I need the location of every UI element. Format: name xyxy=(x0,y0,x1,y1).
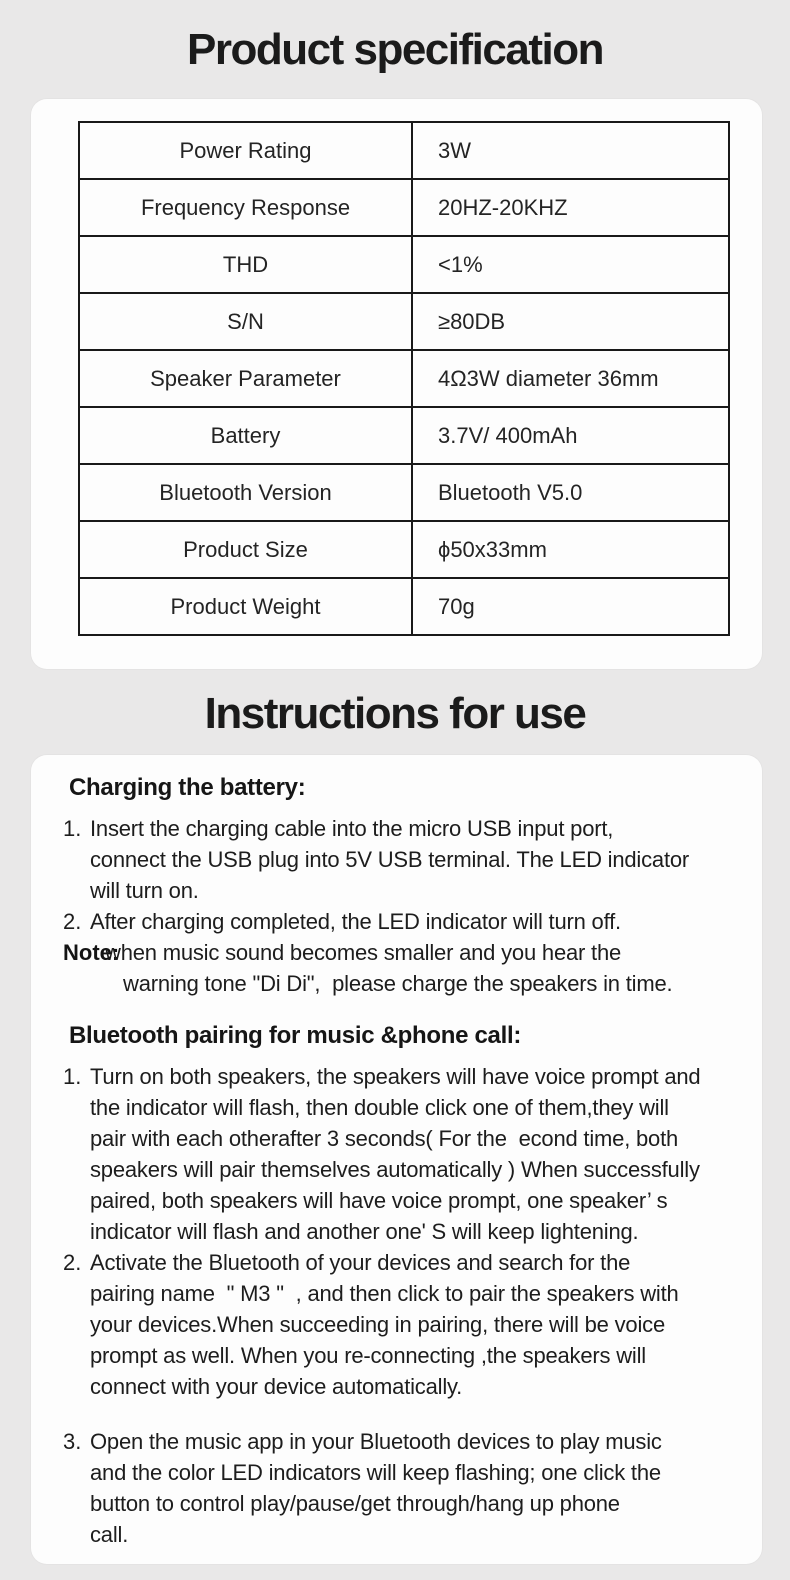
instructions-card xyxy=(31,755,762,1564)
item-line: pairing name " M3 " , and then click to pair the speakers with xyxy=(90,1281,679,1306)
row-label: Power Rating xyxy=(79,122,412,179)
row-value: 3.7V/ 400mAh xyxy=(412,407,729,464)
item-number: 1. xyxy=(63,1064,82,1089)
table-row xyxy=(79,179,729,236)
table-row xyxy=(79,464,729,521)
item-line: speakers will pair themselves automatically ) When successfully xyxy=(90,1157,700,1182)
row-label: Speaker Parameter xyxy=(79,350,412,407)
list-item xyxy=(63,1061,746,1247)
item-line: prompt as well. When you re-connecting ,the speakers will xyxy=(90,1343,646,1368)
item-line: button to control play/pause/get through/hang up phone xyxy=(90,1491,620,1516)
item-text xyxy=(90,1426,746,1550)
item-line: connect with your device automatically. xyxy=(90,1374,463,1399)
item-text xyxy=(90,813,746,906)
note-line: when music sound becomes smaller and you hear the xyxy=(105,940,622,965)
table-row xyxy=(79,236,729,293)
note xyxy=(63,937,746,999)
item-line: paired, both speakers will have voice prompt, one speaker’ s xyxy=(90,1188,668,1213)
item-text xyxy=(90,1061,746,1247)
table-row xyxy=(79,521,729,578)
item-number: 2. xyxy=(63,1250,82,1275)
item-line: After charging completed, the LED indicator will turn off. xyxy=(90,909,621,934)
item-line: will turn on. xyxy=(90,878,199,903)
instructions-title: Instructions for use xyxy=(204,689,586,738)
item-line: pair with each otherafter 3 seconds( For the econd time, both xyxy=(90,1126,679,1151)
section-heading: Charging the battery: xyxy=(69,774,306,801)
row-value: 20HZ-20KHZ xyxy=(412,179,729,236)
table-row xyxy=(79,293,729,350)
row-label: S/N xyxy=(79,293,412,350)
table-row xyxy=(79,578,729,635)
item-number: 2. xyxy=(63,909,82,934)
item-line: call. xyxy=(90,1522,129,1547)
table-row xyxy=(79,350,729,407)
row-value: ϕ50x33mm xyxy=(412,521,729,578)
row-label: Product Weight xyxy=(79,578,412,635)
list-item xyxy=(63,813,746,906)
row-label: Bluetooth Version xyxy=(79,464,412,521)
item-line: Open the music app in your Bluetooth devices to play music xyxy=(90,1429,662,1454)
item-line: your devices.When succeeding in pairing, there will be voice xyxy=(90,1312,665,1337)
section-bluetooth-pairing xyxy=(63,1021,746,1550)
list-item xyxy=(63,906,746,937)
row-value: 4Ω3W diameter 36mm xyxy=(412,350,729,407)
row-value: 70g xyxy=(412,578,729,635)
list-item xyxy=(63,1247,746,1402)
note-label: Note: xyxy=(63,940,120,965)
note-line: warning tone "Di Di", please charge the speakers in time. xyxy=(123,971,673,996)
row-value: Bluetooth V5.0 xyxy=(412,464,729,521)
section-heading: Bluetooth pairing for music &phone call: xyxy=(69,1022,522,1049)
row-label: THD xyxy=(79,236,412,293)
spec-table xyxy=(78,121,730,636)
item-line: and the color LED indicators will keep flashing; one click the xyxy=(90,1460,661,1485)
row-label: Battery xyxy=(79,407,412,464)
table-row xyxy=(79,122,729,179)
item-line: Activate the Bluetooth of your devices and search for the xyxy=(90,1250,631,1275)
spec-card xyxy=(31,99,762,669)
item-line: the indicator will flash, then double click one of them,they will xyxy=(90,1095,669,1120)
section-charging xyxy=(63,773,746,999)
table-row xyxy=(79,407,729,464)
item-text xyxy=(90,906,746,937)
row-value: <1% xyxy=(412,236,729,293)
item-number: 1. xyxy=(63,816,82,841)
item-line: connect the USB plug into 5V USB terminal. The LED indicator xyxy=(90,847,690,872)
item-line: Insert the charging cable into the micro USB input port, xyxy=(90,816,614,841)
row-value: ≥80DB xyxy=(412,293,729,350)
row-value: 3W xyxy=(412,122,729,179)
product-specification-title: Product specification xyxy=(187,25,603,74)
item-text xyxy=(90,1247,746,1402)
row-label: Frequency Response xyxy=(79,179,412,236)
list-item xyxy=(63,1426,746,1550)
item-number: 3. xyxy=(63,1429,82,1454)
item-line: indicator will flash and another one' S will keep lightening. xyxy=(90,1219,639,1244)
row-label: Product Size xyxy=(79,521,412,578)
item-line: Turn on both speakers, the speakers will have voice prompt and xyxy=(90,1064,701,1089)
note-text xyxy=(105,937,746,999)
